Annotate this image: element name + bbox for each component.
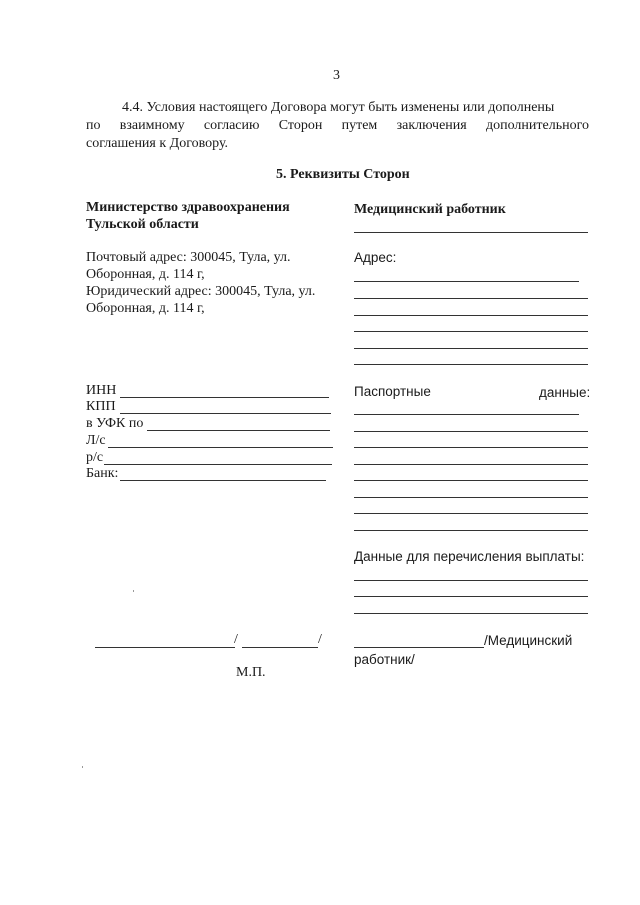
clause-line-2: по взаимному согласию Сторон путем заключения дополнительного <box>86 118 589 133</box>
passport-line-6 <box>354 497 588 498</box>
passport-line-7 <box>354 513 588 514</box>
inn-label: ИНН <box>86 383 117 398</box>
legal-address-line-2: Оборонная, д. 114 г, <box>86 301 205 316</box>
ministry-signature-line <box>95 647 235 648</box>
ufk-field-line <box>147 430 330 431</box>
address-line-2 <box>354 298 588 299</box>
organization-name-line-2: Тульской области <box>86 217 199 232</box>
address-line-5 <box>354 348 588 349</box>
ufk-label: в УФК по <box>86 416 144 431</box>
address-line-1 <box>354 281 579 282</box>
address-line-3 <box>354 315 588 316</box>
payment-line-1 <box>354 580 588 581</box>
seal-label: М.П. <box>236 665 266 680</box>
passport-line-3 <box>354 447 588 448</box>
bank-label: Банк: <box>86 466 119 481</box>
worker-title: Медицинский работник <box>354 202 506 217</box>
passport-line-5 <box>354 480 588 481</box>
payment-details-label: Данные для перечисления выплаты: <box>354 549 585 564</box>
address-label: Адрес: <box>354 250 397 265</box>
postal-address-line-1: Почтовый адрес: 300045, Тула, ул. <box>86 250 291 265</box>
worker-signature-line <box>354 647 484 648</box>
settlement-account-field-line <box>104 464 332 465</box>
passport-line-8 <box>354 530 588 531</box>
signature-slash-2: / <box>318 632 322 647</box>
passport-line-2 <box>354 431 588 432</box>
address-line-6 <box>354 364 588 365</box>
passport-line-4 <box>354 464 588 465</box>
worker-signature-caption-line-2: работник/ <box>354 652 415 667</box>
bank-field-line <box>120 480 326 481</box>
settlement-account-label: р/с <box>86 450 104 465</box>
clause-line-3: соглашения к Договору. <box>86 136 229 151</box>
legal-address-line-1: Юридический адрес: 300045, Тула, ул. <box>86 284 316 299</box>
passport-label-right: данные: <box>539 385 591 400</box>
personal-account-field-line <box>108 447 333 448</box>
clause-line-1: 4.4. Условия настоящего Договора могут быть изменены или дополнены <box>122 100 555 115</box>
worker-name-line <box>354 232 588 233</box>
page-number: 3 <box>333 68 340 83</box>
address-line-4 <box>354 331 588 332</box>
passport-label-left: Паспортные <box>354 384 431 399</box>
signature-slash-1: / <box>234 632 238 647</box>
personal-account-label: Л/с <box>86 433 106 448</box>
payment-line-2 <box>354 596 588 597</box>
scan-speck <box>133 590 134 592</box>
kpp-label: КПП <box>86 399 116 414</box>
inn-field-line <box>120 397 329 398</box>
payment-line-3 <box>354 613 588 614</box>
kpp-field-line <box>120 413 331 414</box>
organization-name-line-1: Министерство здравоохранения <box>86 200 290 215</box>
worker-signature-caption: /Медицинский <box>484 633 573 648</box>
scan-speck <box>82 766 83 768</box>
postal-address-line-2: Оборонная, д. 114 г, <box>86 267 205 282</box>
passport-line-1 <box>354 414 579 415</box>
section-title: 5. Реквизиты Сторон <box>276 167 410 182</box>
ministry-name-line <box>242 647 318 648</box>
